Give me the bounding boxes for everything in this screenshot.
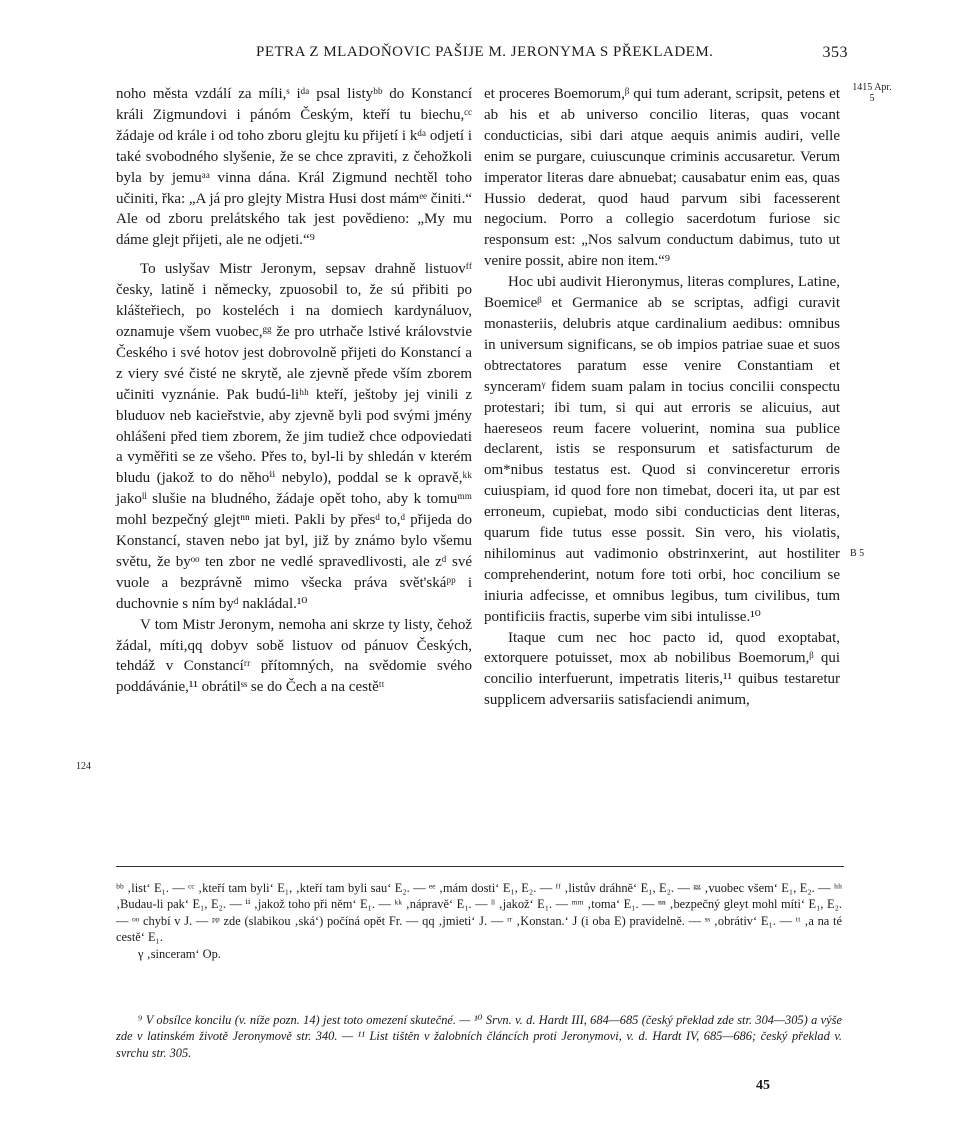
margin-folio-left: 124 [76,761,91,772]
czech-text-column [116,84,472,698]
variant-notes-text: ᵇᵇ ‚list‘ E₁. — ᶜᶜ ‚kteří tam byli‘ E₁, ‚kteří tam byli sau‘ E₂. — ᵉᵉ ‚mám dosti‘ E₁, E₂. — ᶠᶠ ‚listův dráhně‘ E₁, E₂. — ᵍᵍ ‚vuobec všem‘ E₁, E₂. — ʰʰ ‚Budau-li pak‘ E₁, E₂. — ⁱⁱ ‚jakož toho při něm‘ E₁. — ᵏᵏ ‚nápravě‘ E₁. — ˡˡ ‚jakož‘ E₁. — ᵐᵐ ‚toma‘ E₁. — ⁿⁿ ‚bezpečný gleyt mohl míti‘ E₁, E₂. — ᵒᵒ chybí v J. — ᵖᵖ zde (slabikou ‚ská‘) počíná opět Fr. — qq ‚jmieti‘ J. — ʳʳ ‚Konstan.‘ J (i oba E) pravidelně. — ˢˢ ‚obrátiv‘ E₁. — ᵗᵗ ‚a na té cestě‘ E₁. [116,881,842,945]
czech-paragraph-2: To uslyšav Mistr Jeronym, sepsav drahně listuovᶠᶠ česky, latině i německy, zpuosobil to, že sú přibiti po klášteřiech, po kosteléch i na domiech kardynáluov, oznamuje všem vuobec,ᵍᵍ že pro utrhače lstivé královstvie Českého i své hotov jest dobrovolně přijeti do Konstancí a z viery své čisté ne skrytě, ale zjevně přede vším zborem učiniti vyznánie. Pak budú-liʰʰ kteří, ještoby jej vinili z bluduov neb kacieřstvie, aby zjevně byli pod svými jmény ohlášeni před tiem zborem, že jim tudiež chce odpoviedati a vyměřiti se ze všeho. Přes to, byl-li by shledán v kterém bludu (jakož to do něhoⁱⁱ nebylo), poddal se k opravě,ᵏᵏ jakoˡˡ slušie na bludného, žádaje opět toho, aby k tomuᵐᵐ mohl bezpečný glejtⁿⁿ mieti. Pakli by přesᵈ to,ᵈ přijeda do Konstancí, staven nebo jat byl, již by známo bylo všemu světu, že byᵒᵒ ten zbor ne vedlé spravedlivosti, ale zᵈ své vuole a bezprávně mimo všecka práva svět'skáᵖᵖ i duchovnie s ním byᵈ nakládal.¹⁰ [116,261,472,612]
commentary-footnotes [116,1012,842,1061]
latin-text-column [484,84,840,711]
czech-paragraph-3: V tom Mistr Jeronym, nemoha ani skrze ty listy, čehož žádal, míti,qq dobyv sobě listuov od pánuov Českých, tehdáž v Constancíʳʳ přítomných, na svědomie svého poddávánie,¹¹ obrátilˢˢ se do Čech a na cestěᵗᵗ [116,616,472,696]
gamma-note: γ ‚sinceram‘ Op. [138,946,221,961]
margin-folio-right: B 5 [850,548,865,559]
page-number: 353 [822,44,848,61]
latin-paragraph-3: Itaque cum nec hoc pacto id, quod exoptabat, extorquere potuisset, mox ab nobilibus Boemorum,ᵝ qui concilio interfuerunt, impetratis literis,¹¹ quibus testaretur supplicem adversariis satisfaciendi animum, [484,629,840,709]
variant-footnotes [116,880,842,962]
latin-paragraph-1: et proceres Boemorum,ᵝ qui tum aderant, scripsit, petens et ab his et ab universo concilio literas, quas vocant conducticias, sibi dari atque aequis animis audiri, velle enim se purgare, cuiuscunque criminis accusaretur. Verum imperator literas dare abnuebat; causabatur enim eas, quas Hussio dederat, quod haud parvum sibi facesserent negocium. Porro a collegio sacerdotum furiose sic responsum est: „Nos salvum conductum dabimus, tuto ut venire possit, abire non item.“⁹ [484,86,840,270]
latin-paragraph-2: Hoc ubi audivit Hieronymus, literas complures, Latine, Boemiceᵝ et Germanice ab se scriptas, adfigi curavit monasteriis, delubris atque cardinalium aedibus: omnibus in universum significans, se ob impios patriae suae et suos obtrectatores paratum esse venire Constantiam et synceramᵞ fidem suam palam in tocius concilii conspectu protestari; ibi tum, si qui aut erroris se alicuius, aut haereseos reum facere voluerint, nomina sua publice declarent, istis se responsurum et satisfacturum de om*nibus testatus est. Quod si convinceretur erroris cuiuspiam, id quod fore non timebat, doceri ita, ut par est erroneum, cupiebat, modo sibi conducticias dent literas, quarum fide tutus esse possit. Sin vero, his violatis, nihilominus aut vadimonio obstrinxerint, aut hostiliter comprehenderint, notum fore toti orbi, hoc concilium se iniuria adfecisse, et omnibus legibus, tum civilibus, tum pontificiis fractis, superbe vim sibi intulisse.¹⁰ [484,274,840,625]
signature-mark: 45 [756,1078,770,1093]
margin-year-note: 1415 Apr. 5 [852,82,892,104]
page-header [116,44,848,68]
commentary-text: ⁹ V obsílce koncilu (v. níže pozn. 14) jest toto omezení skutečné. — ¹⁰ Srvn. v. d. Hardt III, 684—685 (český překlad zde str. 304—305) a výše zde v latinském životě Jeronymově str. 340. — ¹¹ List tištěn v žalobních článcích proti Jeronymovi, v. d. Hardt IV, 685—686; český překlad v. svrchu str. 305. [116,1013,842,1060]
running-title: PETRA Z MLADOŇOVIC PAŠIJE M. JERONYMA S PŘEKLADEM. [256,44,714,60]
czech-paragraph-1: noho města vzdálí za míli,ˢ iᵈᵃ psal listyᵇᵇ do Konstancí králi Zigmundovi i pánóm Českým, kteří tu biechu,ᶜᶜ žádaje od krále i od toho zboru glejtu ku přijetí i kᵈᵃ odjetí i také svobodného slyšenie, že se chce zpraviti, z čehožkoli byla by jemuᵃᵃ vinna dána. Král Zigmund nechtěl toho učiniti, řka: „A já pro glejty Mistra Husi dost mámᵉᵉ činiti.“ Ale od zboru prelátského tak jest povědieno: „My mu dáme glejt přijeti, ale ne odjeti.“⁹ [116,86,472,249]
footnote-divider [116,866,844,867]
